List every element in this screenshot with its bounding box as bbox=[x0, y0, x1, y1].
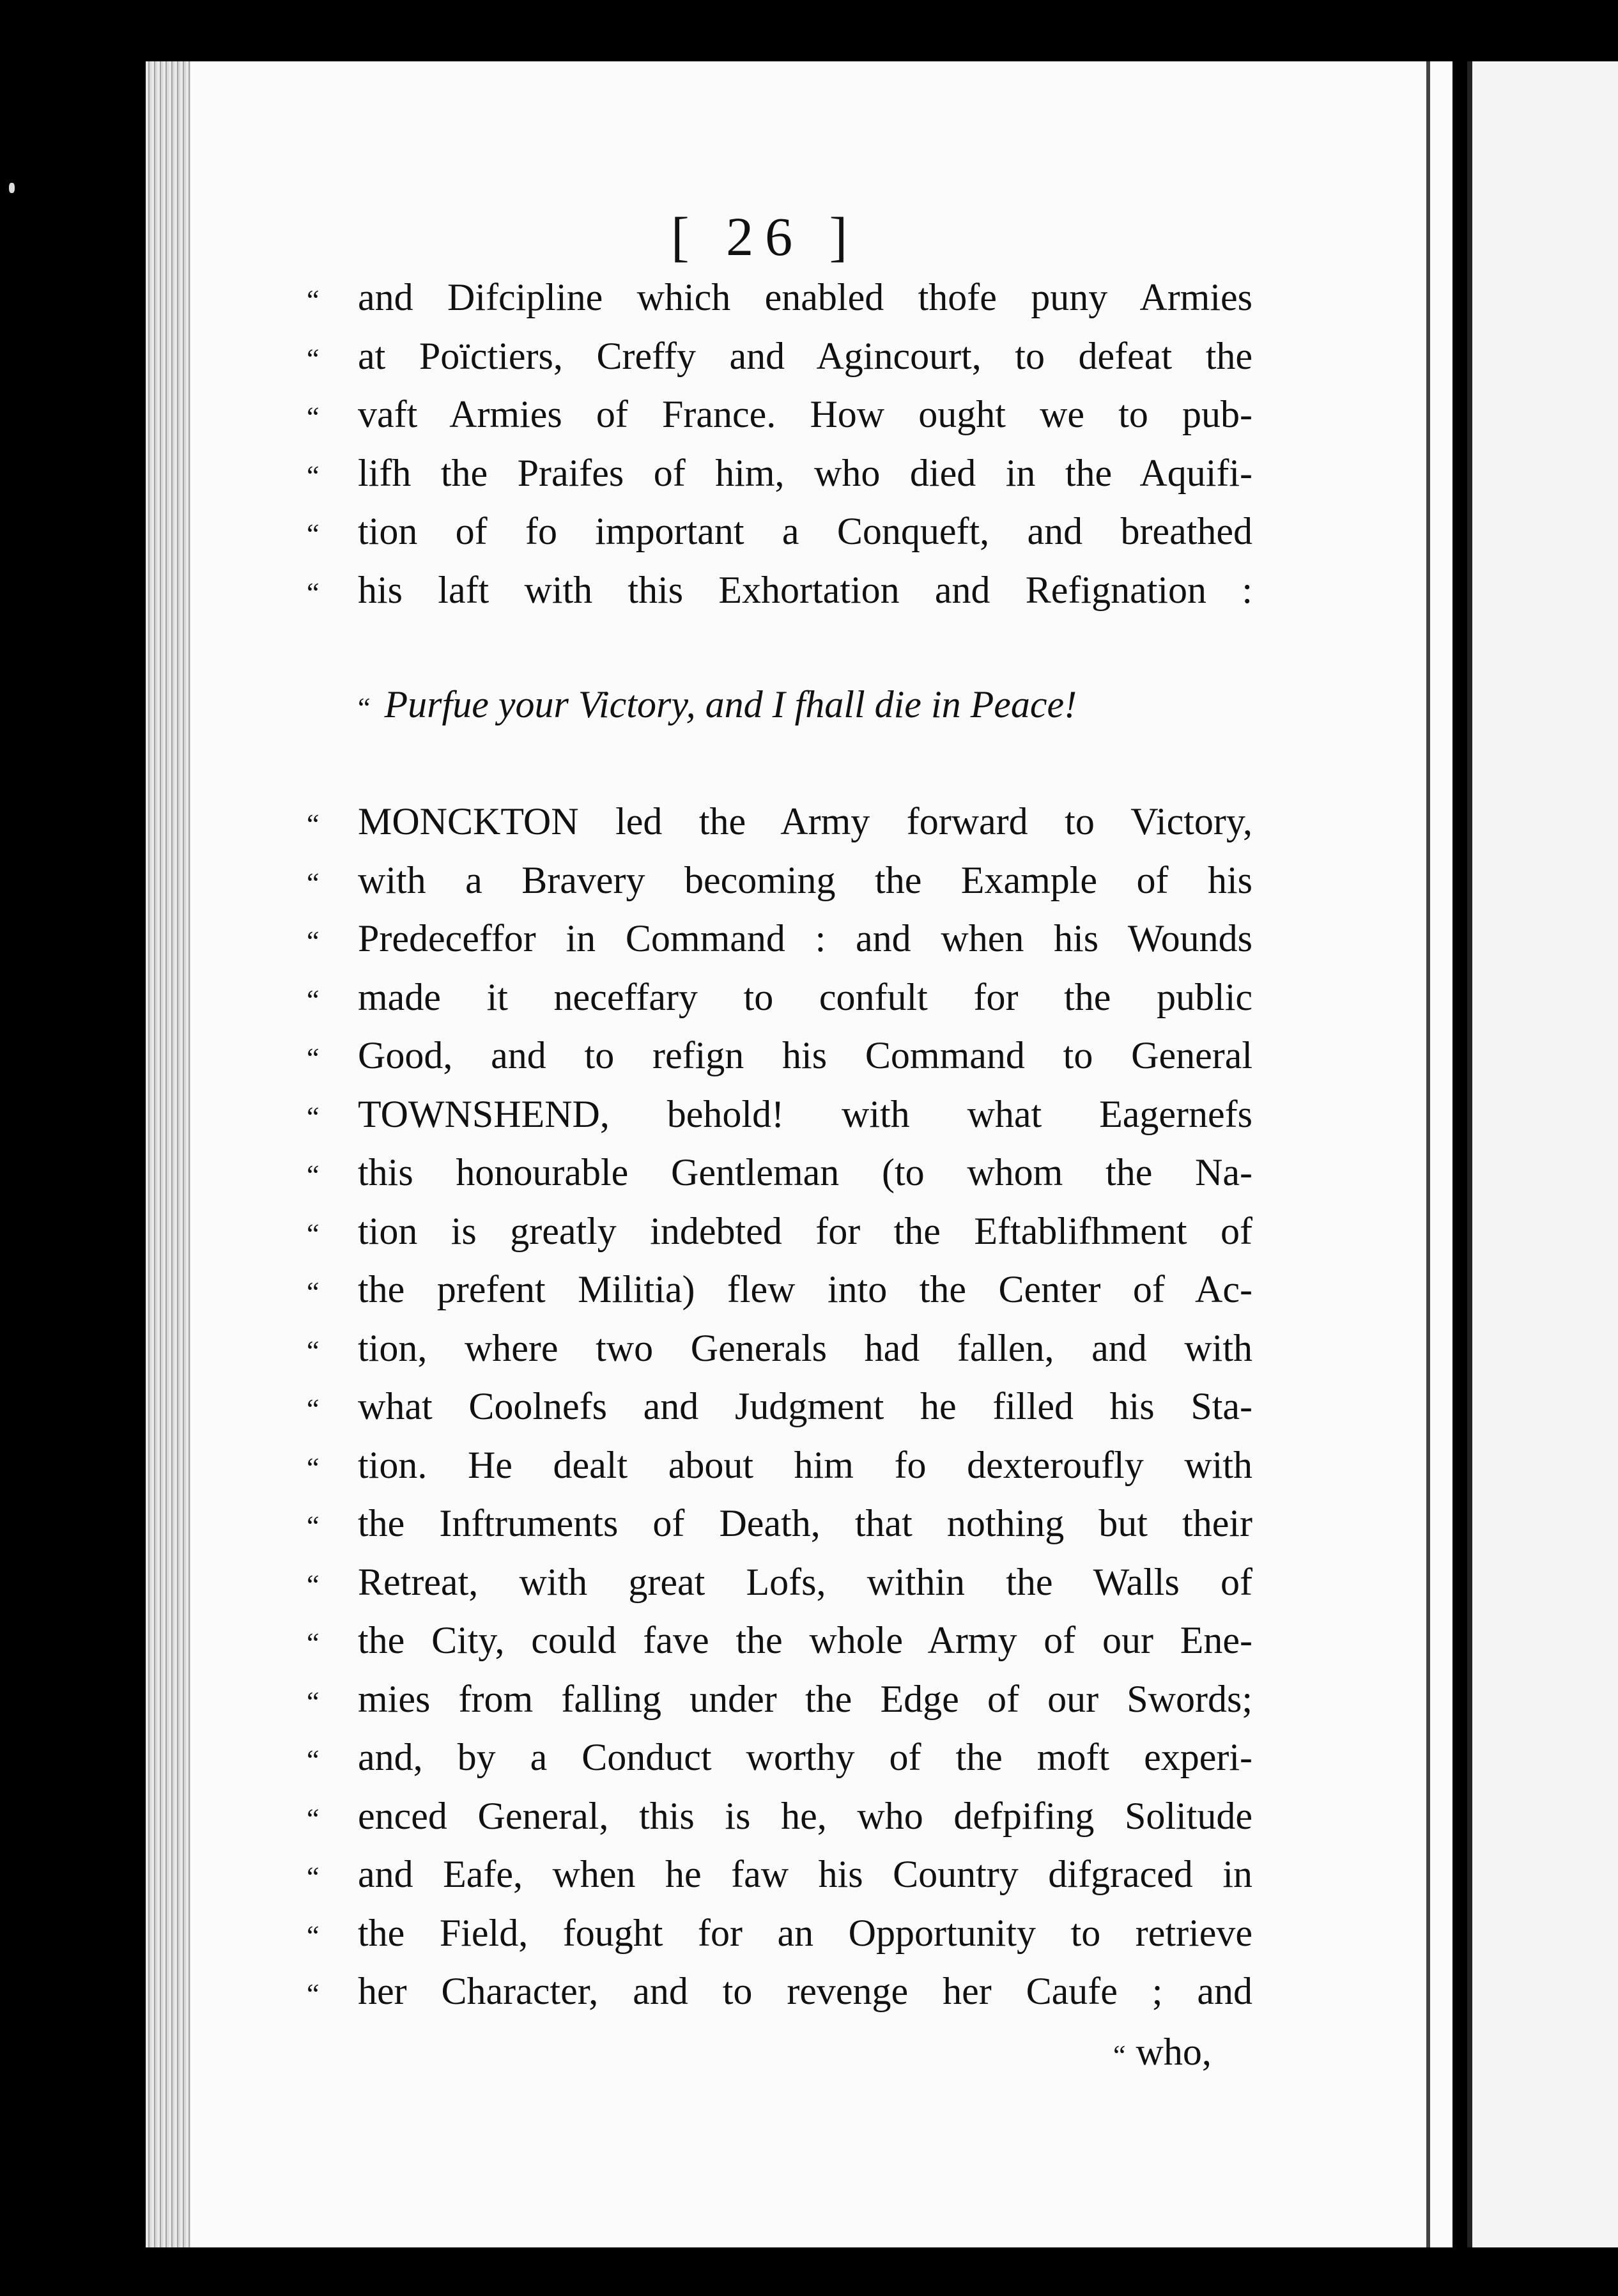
line-text: the Inftruments of Death, that nothing but their bbox=[358, 1502, 1252, 1544]
quote-mark: “ bbox=[307, 809, 320, 840]
line-text: what Coolnefs and Judgment he filled his Sta- bbox=[358, 1385, 1252, 1427]
text-line bbox=[307, 851, 1252, 910]
line-text: tion, where two Generals had fallen, and with bbox=[358, 1326, 1252, 1369]
line-text: the City, could fave the whole Army of our Ene- bbox=[358, 1619, 1252, 1661]
line-text: and Difcipline which enabled thofe puny Armies bbox=[358, 276, 1252, 318]
line-text: at Poïctiers, Creffy and Agincourt, to defeat the bbox=[358, 334, 1252, 377]
quote-mark: “ bbox=[307, 343, 320, 375]
line-text: lifh the Praifes of him, who died in the Aquifi- bbox=[358, 451, 1252, 494]
quote-mark: “ bbox=[307, 1160, 320, 1191]
text-line bbox=[307, 502, 1252, 561]
quote-mark: “ bbox=[307, 1744, 320, 1776]
line-text: tion of fo important a Conqueft, and breathed bbox=[358, 510, 1252, 552]
text-line bbox=[307, 1436, 1252, 1495]
quote-mark: “ bbox=[307, 1101, 320, 1133]
text-line bbox=[307, 1377, 1252, 1436]
text-line bbox=[307, 1144, 1252, 1202]
text-line bbox=[307, 1904, 1252, 1963]
line-text: the prefent Militia) flew into the Center of Ac- bbox=[358, 1268, 1252, 1310]
line-text: Predeceffor in Command : and when his Wounds bbox=[358, 917, 1252, 959]
text-line bbox=[307, 1787, 1252, 1846]
gutter-shadow bbox=[1426, 61, 1430, 2247]
quote-mark: “ bbox=[307, 577, 320, 609]
text-line bbox=[307, 1845, 1252, 1904]
quote-mark: “ bbox=[307, 1627, 320, 1659]
text-line bbox=[307, 1670, 1252, 1729]
quote-mark: “ bbox=[307, 1686, 320, 1718]
text-line bbox=[307, 1319, 1252, 1378]
line-text: mies from falling under the Edge of our Swords; bbox=[358, 1677, 1252, 1720]
page-edge-stack bbox=[146, 61, 190, 2247]
quote-mark: “ bbox=[307, 867, 320, 899]
quote-mark: “ bbox=[307, 1510, 320, 1542]
text-line bbox=[307, 1962, 1252, 2021]
text-line bbox=[307, 561, 1252, 620]
line-text: Good, and to refign his Command to General bbox=[358, 1034, 1252, 1076]
quote-mark: “ bbox=[1113, 2040, 1126, 2071]
text-line bbox=[307, 444, 1252, 503]
text-line bbox=[307, 385, 1252, 444]
quote-mark: “ bbox=[307, 1452, 320, 1484]
line-text: his laft with this Exhortation and Refignation : bbox=[358, 568, 1252, 611]
text-line bbox=[307, 793, 1252, 851]
paragraph-block-1 bbox=[307, 268, 1252, 619]
line-text: enced General, this is he, who defpifing Solitude bbox=[358, 1794, 1252, 1837]
text-line bbox=[307, 910, 1252, 968]
line-text: her Character, and to revenge her Caufe ; and bbox=[358, 1970, 1252, 2012]
text-line bbox=[307, 1260, 1252, 1319]
line-text: Retreat, with great Lofs, within the Walls of bbox=[358, 1560, 1252, 1603]
quote-mark: “ bbox=[307, 401, 320, 433]
quote-mark: “ bbox=[307, 926, 320, 957]
line-text: and Eafe, when he faw his Country difgraced in bbox=[358, 1853, 1252, 1895]
text-line bbox=[307, 1085, 1252, 1144]
quote-mark: “ bbox=[307, 1218, 320, 1250]
quote-mark: “ bbox=[307, 284, 320, 316]
quote-mark: “ bbox=[307, 518, 320, 550]
quote-mark: “ bbox=[307, 1861, 320, 1893]
text-line bbox=[307, 968, 1252, 1027]
line-text: MONCKTON led the Army forward to Victory, bbox=[358, 800, 1252, 842]
text-line bbox=[307, 1027, 1252, 1085]
line-text: vaft Armies of France. How ought we to pub- bbox=[358, 393, 1252, 435]
quote-text: Purfue your Victory, and I fhall die in Peace! bbox=[384, 683, 1077, 725]
quote-mark: “ bbox=[307, 984, 320, 1016]
line-text: with a Bravery becoming the Example of his bbox=[358, 858, 1252, 901]
quote-mark: “ bbox=[307, 1569, 320, 1601]
line-text: the Field, fought for an Opportunity to retrieve bbox=[358, 1911, 1252, 1954]
text-line bbox=[307, 268, 1252, 327]
text-line bbox=[307, 1553, 1252, 1612]
line-text: and, by a Conduct worthy of the moft experi- bbox=[358, 1736, 1252, 1778]
scan-speck bbox=[9, 183, 15, 193]
quote-mark: “ bbox=[307, 1803, 320, 1834]
line-text: made it neceffary to confult for the public bbox=[358, 975, 1252, 1018]
line-text: tion is greatly indebted for the Eftablifhment of bbox=[358, 1209, 1252, 1252]
quote-mark: “ bbox=[307, 1043, 320, 1074]
quote-mark: “ bbox=[307, 460, 320, 492]
facing-page-edge bbox=[1467, 61, 1618, 2247]
paragraph-block-2 bbox=[307, 793, 1252, 2021]
catchword-text: who, bbox=[1136, 2031, 1212, 2073]
quote-mark: “ bbox=[307, 1393, 320, 1425]
text-line bbox=[307, 1611, 1252, 1670]
dying-words-quote bbox=[358, 683, 1077, 727]
line-text: tion. He dealt about him fo dexteroufly with bbox=[358, 1443, 1252, 1486]
text-line bbox=[307, 327, 1252, 386]
text-line bbox=[307, 1202, 1252, 1261]
quote-mark: “ bbox=[358, 692, 371, 724]
text-line bbox=[307, 1494, 1252, 1553]
quote-mark: “ bbox=[307, 1978, 320, 2010]
line-text: TOWNSHEND, behold! with what Eagernefs bbox=[358, 1092, 1252, 1135]
catchword bbox=[1113, 2030, 1212, 2074]
text-line bbox=[307, 1728, 1252, 1787]
line-text: this honourable Gentleman (to whom the Na- bbox=[358, 1151, 1252, 1193]
quote-mark: “ bbox=[307, 1335, 320, 1367]
page-number-header: [ 26 ] bbox=[671, 206, 859, 267]
quote-mark: “ bbox=[307, 1276, 320, 1308]
quote-mark: “ bbox=[307, 1920, 320, 1951]
